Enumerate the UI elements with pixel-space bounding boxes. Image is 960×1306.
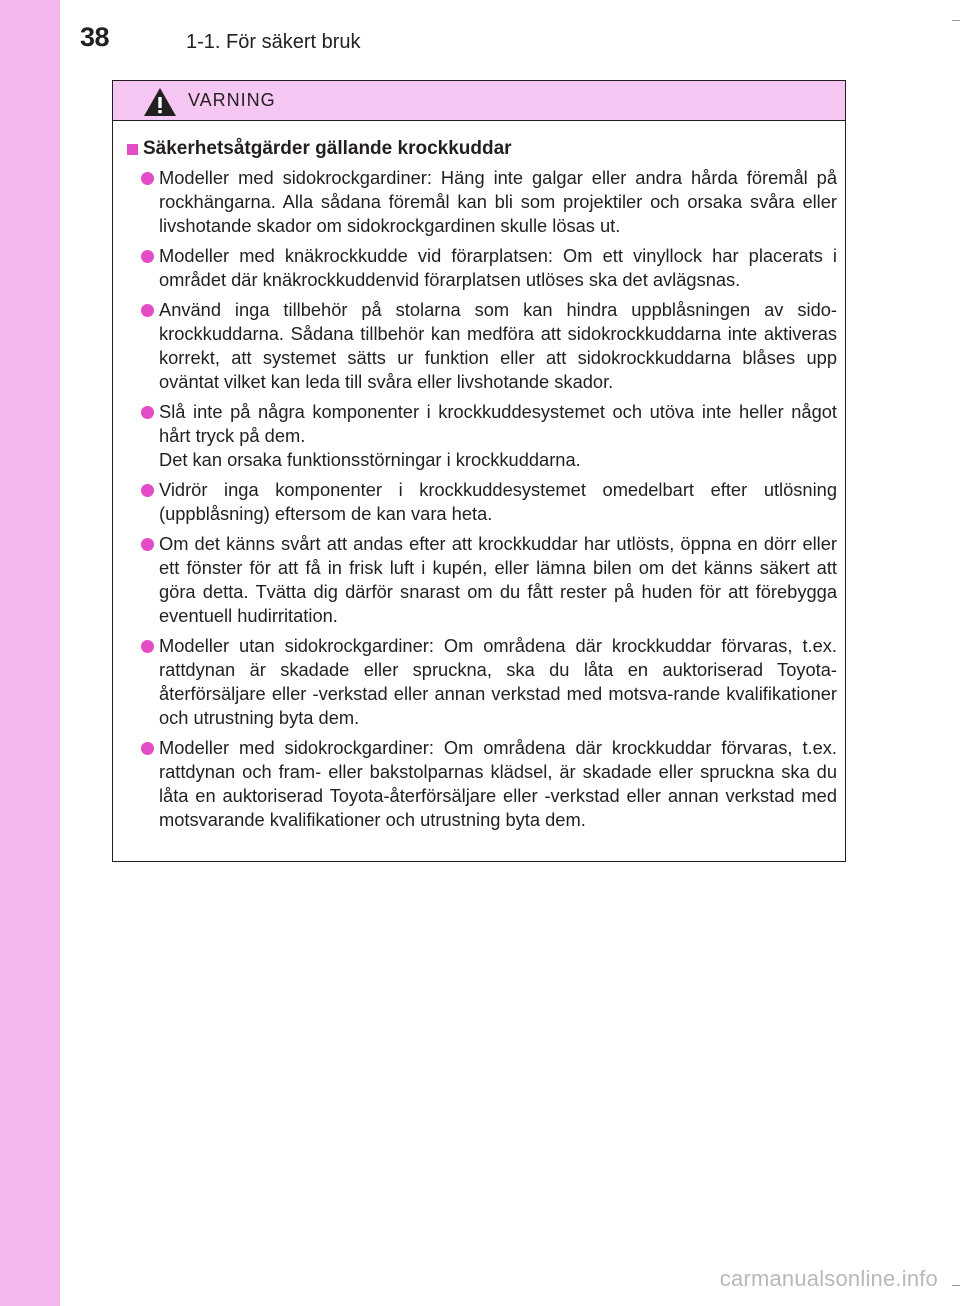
warning-header — [113, 81, 845, 121]
list-item — [127, 244, 837, 292]
list-item — [127, 634, 837, 730]
bullet-dot-icon — [141, 742, 154, 755]
list-item — [127, 400, 837, 472]
page-number: 38 — [80, 22, 110, 52]
list-item-text: Vidrör inga komponenter i krockkuddesystemet omedelbart efter utlösning (uppblåsning) eftersom de kan vara heta. — [159, 479, 837, 524]
list-item-text: Om det känns svårt att andas efter att krockkuddar har utlösts, öppna en dörr eller ett fönster för att få in frisk luft i kupén, eller lämna bilen om det känns säkert att göra detta. Tvätta dig därför snarast om du fått rester på huden för att förebygga eventuell hudirritation. — [159, 533, 837, 626]
list-item — [127, 736, 837, 832]
side-band — [0, 0, 60, 1306]
watermark: carmanualsonline.info — [719, 1266, 938, 1291]
warning-subheading — [127, 138, 837, 160]
bullet-dot-icon — [141, 250, 154, 263]
bullet-dot-icon — [141, 640, 154, 653]
list-item-text: Modeller med sidokrockgardiner: Om områdena där krockkuddar förvaras, t.ex. rattdynan och fram- eller bakstolparnas klädsel, är skadade eller spruckna ska du låta en auktoriserad Toyota-återförsäljare eller -verkstad eller annan verkstad med motsvarande kvalifikationer och utrustning byta dem. — [159, 737, 837, 830]
bullet-dot-icon — [141, 538, 154, 551]
square-bullet-icon — [127, 144, 138, 155]
list-item-text: Slå inte på några komponenter i krockkuddesystemet och utöva inte heller något hårt tryck på dem. — [159, 401, 837, 446]
list-item — [127, 478, 837, 526]
crop-mark — [952, 1285, 960, 1286]
list-item — [127, 532, 837, 628]
list-item-text: Modeller med knäkrockkudde vid förarplatsen: Om ett vinyllock har placerats i området där knäkrockkuddenvid förarplatsen utlöses ska det avlägsnas. — [159, 245, 837, 290]
bullet-dot-icon — [141, 484, 154, 497]
list-item-text: Använd inga tillbehör på stolarna som kan hindra uppblåsningen av sido-krockkuddarna. Sådana tillbehör kan medföra att sidokrockkuddarna inte aktiveras korrekt, att systemet sätts ur funktion eller att sidokrockkuddarna blåses upp oväntat vilket kan leda till svåra eller livshotande skador. — [159, 299, 837, 392]
subheading-text: Säkerhetsåtgärder gällande krockkuddar — [143, 138, 512, 159]
warning-box — [112, 80, 846, 862]
list-item-extra-text: Det kan orsaka funktionsstörningar i krockkuddarna. — [159, 449, 581, 470]
warning-triangle-icon — [143, 87, 177, 117]
crop-mark — [952, 20, 960, 21]
section-title: 1-1. För säkert bruk — [186, 31, 361, 53]
list-item — [127, 298, 837, 394]
warning-label: VARNING — [188, 90, 276, 110]
bullet-dot-icon — [141, 172, 154, 185]
list-item-text: Modeller utan sidokrockgardiner: Om områdena där krockkuddar förvaras, t.ex. rattdynan är skadade eller spruckna, ska du låta en auktoriserad Toyota-återförsäljare eller -verkstad eller annan verkstad med motsva-rande kvalifikationer och utrustning byta dem. — [159, 635, 837, 728]
list-item — [127, 166, 837, 238]
bullet-dot-icon — [141, 304, 154, 317]
warning-body — [113, 121, 845, 832]
bullet-dot-icon — [141, 406, 154, 419]
list-item-text: Modeller med sidokrockgardiner: Häng inte galgar eller andra hårda föremål på rockhängarna. Alla sådana föremål kan bli som projektiler och orsaka svåra eller livshotande skador om sidokrockgardinen skulle lösas ut. — [159, 167, 837, 236]
